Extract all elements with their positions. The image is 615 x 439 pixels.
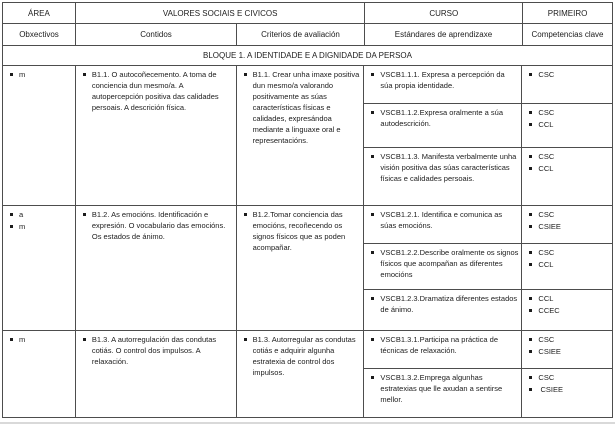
table-header-row-1: [3, 3, 612, 24]
standards-cell: [364, 331, 522, 368]
competency-item-text: CSIEE: [538, 385, 564, 394]
bullet-icon: [82, 334, 92, 367]
bullet-icon: [528, 305, 538, 316]
objective-item: [9, 221, 72, 232]
block-title: BLOQUE 1. A IDENTIDADE E A DIGNIDADE DA PERSOA: [203, 51, 412, 60]
standard-row: [364, 331, 612, 369]
bullet-icon: [9, 69, 19, 80]
criterion-item: [243, 334, 361, 378]
bullet-icon: [528, 247, 538, 258]
contents-cell: [76, 331, 237, 417]
contents-cell: [76, 206, 237, 330]
content-item: [82, 209, 233, 242]
bullet-icon: [528, 259, 538, 270]
table-row: [3, 66, 612, 206]
objective-item: [9, 334, 72, 345]
bullet-icon: [243, 334, 253, 378]
standard-item-text: VSCB1.2.3.Dramatiza diferentes estados de ánimo.: [380, 294, 520, 315]
bullet-icon: [528, 346, 538, 357]
standards-cell: [364, 369, 522, 417]
competency-item: [528, 107, 608, 118]
criterion-item-text: B1.1. Crear unha imaxe positiva dun mesmo/a valorando positivamente as súas características físicas e calidades, expresándoa mediante a linguaxe oral e representacións.: [252, 70, 362, 145]
competency-item: [528, 247, 608, 258]
competency-item: [528, 346, 608, 357]
bullet-icon: [528, 151, 538, 162]
criterion-item: [243, 209, 361, 253]
competency-item: [528, 259, 608, 270]
criteria-cell: [237, 66, 365, 205]
criterion-item-text: B1.2.Tomar conciencia das emocións, recoñecendo os signos físicos que as poden acompañar.: [252, 210, 348, 252]
bullet-icon: [528, 293, 538, 304]
header-cell-area: ÁREA: [3, 3, 76, 23]
competency-item: [528, 221, 608, 232]
standard-item-text: VSCB1.1.1. Expresa a percepción da súa propia identidade.: [380, 70, 507, 90]
competency-item: [528, 305, 608, 316]
objective-item-text: m: [19, 335, 26, 344]
competency-item-text: CCL: [538, 164, 554, 174]
competency-item-text: CSIEE: [538, 347, 561, 356]
bullet-icon: [243, 69, 253, 146]
content-item: [82, 334, 233, 367]
bullet-icon: [370, 107, 380, 129]
bullet-icon: [528, 107, 538, 118]
standard-item: [370, 107, 518, 129]
bullet-icon: [528, 119, 538, 130]
bullet-icon: [528, 209, 538, 220]
competency-item: [528, 209, 608, 220]
competency-item: [528, 163, 608, 174]
standards-cell: [364, 104, 522, 148]
bullet-icon: [9, 221, 19, 232]
bullet-icon: [243, 209, 253, 253]
bullet-icon: [528, 69, 538, 80]
header-cell-subject: VALORES SOCIAIS E CIVICOS: [76, 3, 366, 23]
table-row: [3, 206, 612, 331]
standard-item: [370, 293, 518, 315]
header-cell-nivel: PRIMEIRO: [547, 8, 588, 18]
standards-group: [364, 331, 612, 417]
standard-item: [370, 69, 518, 91]
standard-item-text: VSCB1.1.2.Expresa oralmente a súa autodescrición.: [380, 107, 506, 128]
bullet-icon: [370, 151, 380, 184]
competencies-cell: [522, 206, 611, 243]
bullet-icon: [82, 69, 92, 113]
criteria-cell: [237, 206, 365, 330]
standard-row: [364, 66, 612, 104]
bullet-icon: [528, 372, 538, 383]
standard-item-text: VSCB1.3.1.Participa na práctica de técnicas de relaxación.: [380, 335, 501, 355]
standards-group: [364, 206, 612, 330]
criterion-item-text: B1.3. Autorregular as condutas cotiás e adquirir algunha estratexia de control dos impulsos.: [252, 335, 358, 377]
standards-group: [364, 66, 612, 205]
competency-item: [528, 69, 608, 80]
header-cell-competencias: Competencias clave: [531, 30, 604, 39]
standards-cell: [364, 244, 522, 290]
competency-item-text: CSC: [538, 152, 555, 162]
competency-item-text: CCL: [538, 294, 554, 304]
table-body: [3, 66, 612, 417]
competencies-cell: [522, 369, 611, 417]
objective-item-text: m: [19, 70, 26, 79]
objective-item: [9, 69, 72, 80]
standards-cell: [364, 66, 522, 103]
bullet-icon: [82, 209, 92, 242]
competency-item-text: CCL: [538, 119, 554, 129]
objectives-cell: [3, 331, 76, 417]
bullet-icon: [9, 209, 19, 220]
standard-item: [370, 209, 518, 231]
content-item-text: B1.3. A autorregulación das condutas cotiás. O control dos impulsos. A relaxación.: [91, 335, 219, 366]
bullet-icon: [528, 334, 538, 345]
competency-item: [528, 293, 608, 304]
competency-item: [528, 151, 608, 162]
standards-cell: [364, 290, 522, 330]
standard-item: [370, 334, 518, 356]
objective-item-text: m: [19, 222, 26, 231]
standard-item-text: VSCB1.2.1. Identifica e comunica as súas emocións.: [380, 210, 505, 230]
competencies-cell: [522, 290, 611, 330]
bullet-icon: [370, 247, 380, 280]
content-item-text: B1.2. As emocións. Identificación e expresión. O vocabulario das emocións. Os estados de ánimo.: [91, 210, 228, 241]
bullet-icon: [370, 209, 380, 231]
header-cell-obxectivos: Obxectivos: [3, 24, 76, 45]
content-item-text: B1.1. O autocoñecemento. A toma de conciencia dun mesmo/a. A autopercepción positiva das calidades persoais. A descrición física.: [91, 70, 221, 112]
competency-item-text: CCL: [538, 259, 554, 269]
criteria-cell: [237, 331, 365, 417]
standard-row: [364, 244, 612, 291]
standard-row: [364, 104, 612, 149]
table-row: [3, 331, 612, 417]
standard-row: [364, 206, 612, 244]
bullet-icon: [370, 293, 380, 315]
standards-cell: [364, 206, 522, 243]
header-cell-estandares: Estándares de aprendizaxe: [365, 24, 523, 45]
standard-item-text: VSCB1.2.2.Describe oralmente os signos físicos que acompañan as diferentes emocións: [380, 247, 521, 279]
contents-cell: [76, 66, 237, 205]
criterion-item: [243, 69, 361, 146]
standard-item: [370, 372, 518, 405]
bullet-icon: [370, 334, 380, 356]
competency-item: [528, 334, 608, 345]
header-cell-contidos: Contidos: [76, 24, 237, 45]
bullet-icon: [528, 384, 538, 395]
bullet-icon: [370, 69, 380, 91]
bullet-icon: [9, 334, 19, 345]
competencies-cell: [522, 148, 611, 205]
page-break-divider: [0, 422, 615, 424]
content-item: [82, 69, 233, 113]
objective-item: [9, 209, 72, 220]
bullet-icon: [528, 221, 538, 232]
standard-item: [370, 151, 518, 184]
competency-item-text: CCEC: [538, 306, 560, 316]
objective-item-text: a: [19, 210, 24, 219]
objectives-cell: [3, 206, 76, 330]
bullet-icon: [528, 163, 538, 174]
competencies-cell: [522, 104, 611, 148]
standard-item-text: VSCB1.1.3. Manifesta verbalmente unha visión positiva das súas características físicas e calidades persoais.: [380, 152, 519, 184]
standard-row: [364, 148, 612, 205]
bullet-icon: [370, 372, 380, 405]
competencies-cell: [522, 331, 611, 368]
competency-item: [528, 119, 608, 130]
competency-item-text: CSC: [538, 107, 555, 117]
competency-item-text: CSIEE: [538, 222, 561, 231]
standard-row: [364, 290, 612, 330]
competency-item: [528, 372, 608, 383]
table-header-row-2: [3, 24, 612, 46]
block-title-row: [3, 46, 612, 66]
competency-item-text: CSC: [538, 210, 555, 219]
competencies-cell: [522, 66, 611, 103]
objectives-cell: [3, 66, 76, 205]
standard-row: [364, 369, 612, 417]
competency-item-text: CSC: [538, 373, 555, 382]
competency-item-text: CSC: [538, 70, 555, 79]
standard-item: [370, 247, 521, 280]
competency-item-text: CSC: [538, 335, 555, 344]
standards-cell: [364, 148, 522, 205]
competency-item: [528, 384, 608, 395]
competencies-cell: [522, 244, 611, 290]
competency-item-text: CSC: [538, 247, 555, 257]
curriculum-table: [2, 2, 613, 418]
standard-item-text: VSCB1.3.2.Emprega algunhas estratexias que lle axudan a sentirse mellor.: [380, 373, 505, 404]
header-cell-curso: CURSO: [365, 3, 523, 23]
header-cell-criterios: Criterios de avaliación: [237, 24, 365, 45]
